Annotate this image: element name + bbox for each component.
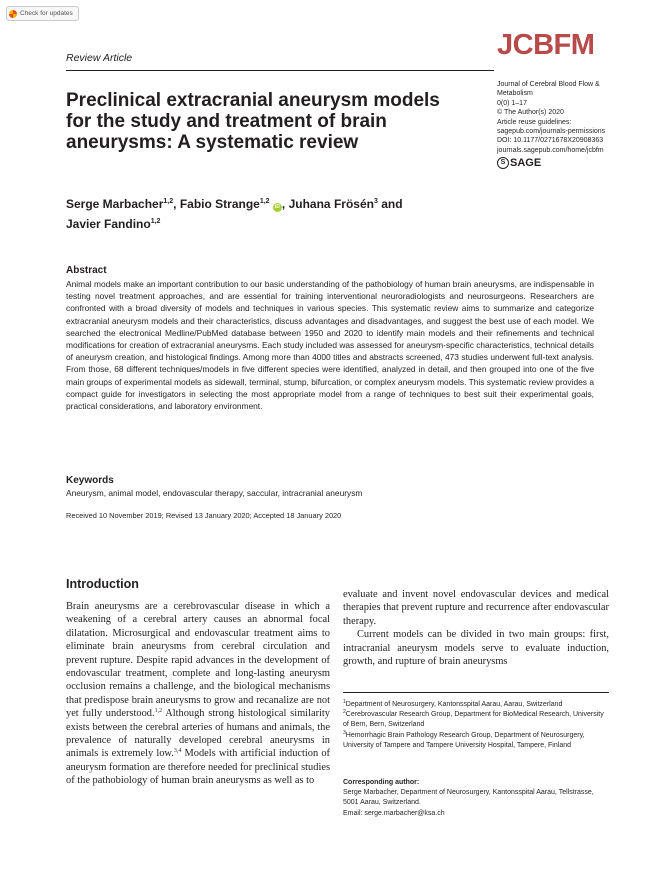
sage-icon: S [497,157,509,169]
footnote-divider [343,692,609,693]
publisher-logo [497,157,647,169]
introduction-heading: Introduction [66,577,139,591]
affiliation-number: 1 [343,699,346,705]
check-for-updates-badge[interactable] [6,6,79,21]
affiliation-text: Hemorrhagic Brain Pathology Research Group, Department of Neurosurgery, University of Tampere and Tampere University Hospital, Tampere, Finland [343,731,585,749]
author-affiliation: 1,2 [150,218,161,225]
orcid-icon[interactable]: iD [274,204,280,210]
affiliation-number: 3 [343,729,346,736]
journal-name-cont: Metabolism [497,90,533,98]
history-dates: Received 10 November 2019; Revised 13 January 2020; Accepted 18 January 2020 [66,511,342,520]
author-list [66,193,466,233]
author-name[interactable]: Serge Marbacher [66,197,164,211]
affiliation-number: 2 [343,709,346,716]
affiliation-text: Department of Neurosurgery, Kantonsspital Aarau, Aarau, Switzerland [345,701,563,708]
corresponding-author [343,778,609,819]
corresponding-label: Corresponding author: [343,779,420,786]
introduction-left-column [66,600,330,788]
doi[interactable]: DOI: 10.1177/0271678X20908363 [497,137,604,145]
journal-logo: JCBFM [497,29,595,61]
affiliation-item [343,731,609,751]
author-affiliation: 3 [373,198,378,205]
publisher-name: SAGE [510,156,542,169]
author-separator: , [173,197,177,211]
reuse-link[interactable]: sagepub.com/journals-permissions [497,128,606,136]
intro-paragraph: Current models can be divided in two main groups: first, intracranial aneurysm models serve to evaluate induction, growth, and rupture of brain aneurysms [343,629,609,668]
citation-ref[interactable]: 3,4 [173,748,182,755]
intro-text-a: Brain aneurysms are a cerebrovascular disease in which a weakening of a cerebral artery causes an abnormal focal dilatation. Microsurgical and endovascular treatment aims to eliminate brain aneurysms from cerebral circulation and prevent rupture. Despite rapid advances in the development of endovascular treatment, complete and long-lasting aneurysm occlusion remains a challenge, and the biological mechanisms that predispose brain aneurysms to grow and recanalize are not yet fully understood. [66,601,330,720]
crossmark-icon [9,10,17,18]
journal-meta [497,80,647,169]
author-name[interactable]: Javier Fandino [66,217,151,231]
affiliation-text: Cerebrovascular Research Group, Department for BioMedical Research, University of Bern, Bern, Switzerland [343,711,604,729]
corresponding-email[interactable]: Email: serge.marbacher@ksa.ch [343,809,445,817]
author-separator: and [377,197,403,211]
journal-name: Journal of Cerebral Blood Flow & [497,81,600,88]
author-separator: , [281,197,286,211]
citation-ref[interactable]: 1,2 [154,708,163,715]
intro-paragraph-cont: evaluate and invent novel endovascular devices and medical therapies that prevent rupture and recurrence after endovascular therapy. [343,589,609,627]
reuse-label: Article reuse guidelines: [497,118,572,126]
article-title: Preclinical extracranial aneurysm models for the study and treatment of brain aneurysms: A systematic review [66,90,440,153]
keywords-list: Aneurysm, animal model, endovascular therapy, saccular, intracranial aneurysm [66,488,363,498]
intro-text-b: Although strong histological similarity exists between the cerebral arteries of humans and animals, the prevalence of naturally developed cerebral aneurysms in animals is extremely low. [66,708,330,760]
journal-url[interactable]: journals.sagepub.com/home/jcbfm [497,146,604,154]
article-type: Review Article [66,52,133,64]
introduction-right-column [343,588,609,668]
abstract-heading: Abstract [66,265,107,276]
header-divider [66,70,494,71]
author-name[interactable]: Juhana Frösén [288,197,374,211]
corresponding-address: Serge Marbacher, Department of Neurosurgery, Kantonsspital Aarau, Tellstrasse, 5001 Aarau, Switzerland. [343,789,594,807]
author-affiliation: 1,2 [163,198,174,205]
keywords-heading: Keywords [66,475,114,486]
check-for-updates-label: Check for updates [20,10,73,17]
affiliation-item [343,710,609,730]
author-affiliation: 1,2 [259,198,270,205]
intro-text-c: Models with artificial induction of aneurysm formation are therefore needed for preclinical studies of the pathobiology of human brain aneurysms as well as to [66,748,331,787]
abstract-body: Animal models make an important contribution to our basic understanding of the pathobiology of human brain aneurysms, are indispensable in testing novel treatment approaches, and are essential for training interventional neuroradiologists and neurosurgeons. Researchers are confronted with a broad diversity of models and techniques in various species. This systematic review aims to summarize and categorize extracranial aneurysm models and their characteristics, discuss advantages and disadvantages, and suggest the best use of each model. We searched the electronical Medline/PubMed database between 1950 and 2020 to identify main models and their refinements and technical modifications for creation of extracranial aneurysms. Each study included was assessed for aneurysm-specific characteristics, technical details of aneurysm creation, and histological findings. Among more than 4000 titles and abstracts screened, 473 studies underwent full-text analysis. From those, 68 different techniques/models in five different species were identified, analyzed in detail, and then grouped into one of the five main groups of experimental models as sidewall, terminal, stump, bifurcation, or complex aneurysm models. This systematic review provides a compact guide for investigators in selecting the most appropriate model from a range of techniques to best suit their experimental goals, practical considerations, and laboratory environment. [66,279,594,412]
affiliations [343,700,609,751]
affiliation-item [343,700,609,710]
journal-issue: 0(0) 1–17 [497,99,527,107]
author-name[interactable]: Fabio Strange [179,197,260,211]
copyright: © The Author(s) 2020 [497,109,564,117]
